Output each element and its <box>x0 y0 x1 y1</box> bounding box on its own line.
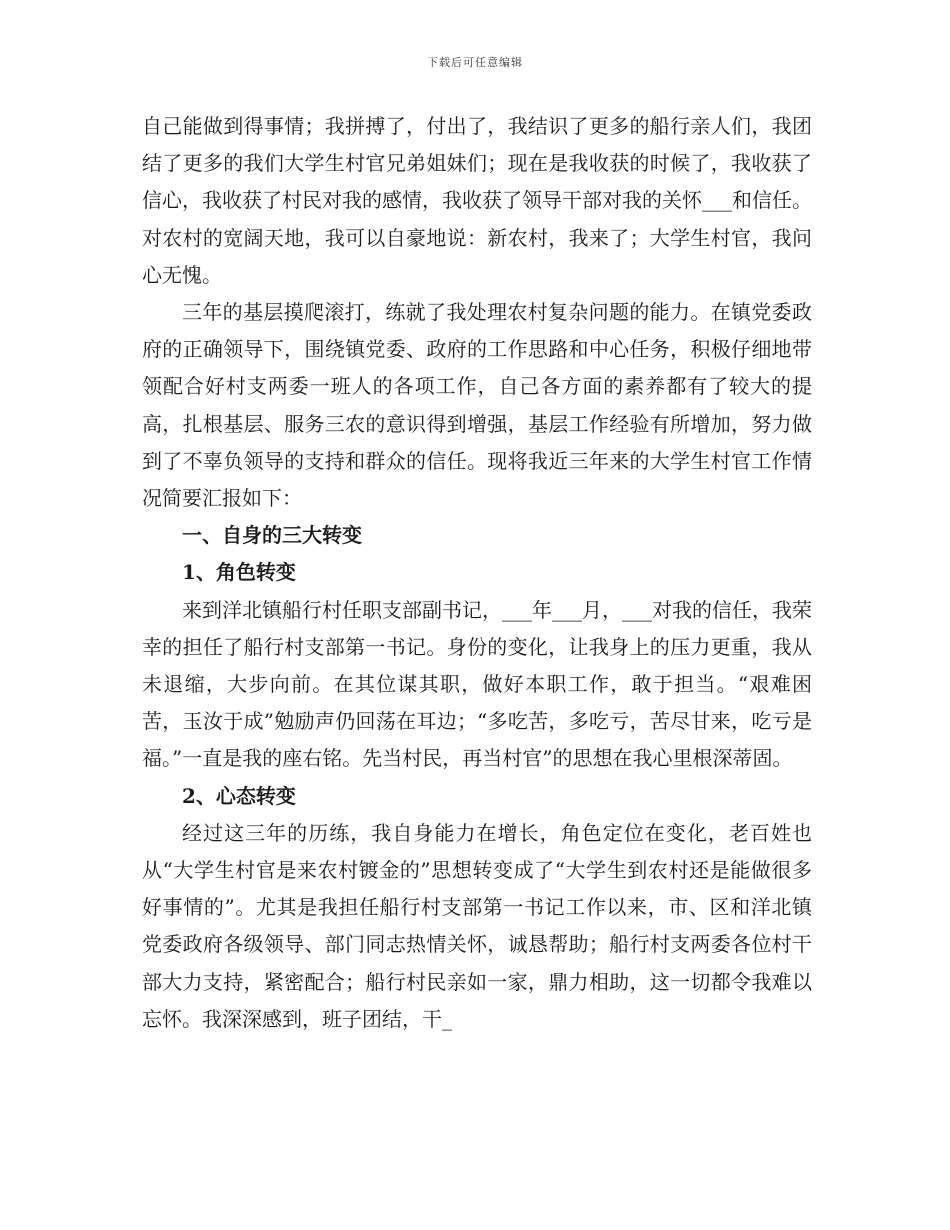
document-body <box>142 108 812 1038</box>
paragraph-4: 经过这三年的历练，我自身能力在增长，角色定位在变化，老百姓也从“大学生村官是来农村镀金的”思想转变成了“大学生到农村还是能做很多好事情的”。尤其是我担任船行村支部第一书记工作以来，市、区和洋北镇党委政府各级领导、部门同志热情关怀，诚恳帮助；船行村支两委各位村干部大力支持，紧密配合；船行村民亲如一家，鼎力相助，这一切都令我难以忘怀。我深深感到，班子团结，干_ <box>142 820 812 1031</box>
paragraph-3: 来到洋北镇船行村任职支部副书记，___年___月，___对我的信任，我荣幸的担任了船行村支部第一书记。身份的变化，让我身上的压力更重，我从未退缩，大步向前。在其位谋其职，做好本职工作，敢于担当。“艰难困苦，玉汝于成”勉励声仍回荡在耳边；“多吃苦，多吃亏，苦尽甘来，吃亏是福。”一直是我的座右铭。先当村民，再当村官”的思想在我心里根深蒂固。 <box>142 597 812 771</box>
page-header-note: 下载后可任意编辑 <box>427 56 523 69</box>
paragraph-1: 自己能做到得事情；我拼搏了，付出了，我结识了更多的船行亲人们，我团结了更多的我们大学生村官兄弟姐妹们；现在是我收获的时候了，我收获了信心，我收获了村民对我的感情，我收获了领导干部对我的关怀___和信任。对农村的宽阔天地，我可以自豪地说：新农村，我来了；大学生村官，我问心无愧。 <box>142 114 812 287</box>
subsection-heading-1: 1、角色转变 <box>182 560 296 585</box>
section-heading-1: 一、自身的三大转变 <box>182 523 362 548</box>
subsection-heading-2: 2、心态转变 <box>182 783 296 808</box>
paragraph-2: 三年的基层摸爬滚打，练就了我处理农村复杂问题的能力。在镇党委政府的正确领导下，围绕镇党委、政府的工作思路和中心任务，积极仔细地带领配合好村支两委一班人的各项工作，自己各方面的素养都有了较大的提高，扎根基层、服务三农的意识得到增强，基层工作经验有所增加，努力做到了不辜负领导的支持和群众的信任。现将我近三年来的大学生村官工作情况简要汇报如下： <box>142 300 812 511</box>
